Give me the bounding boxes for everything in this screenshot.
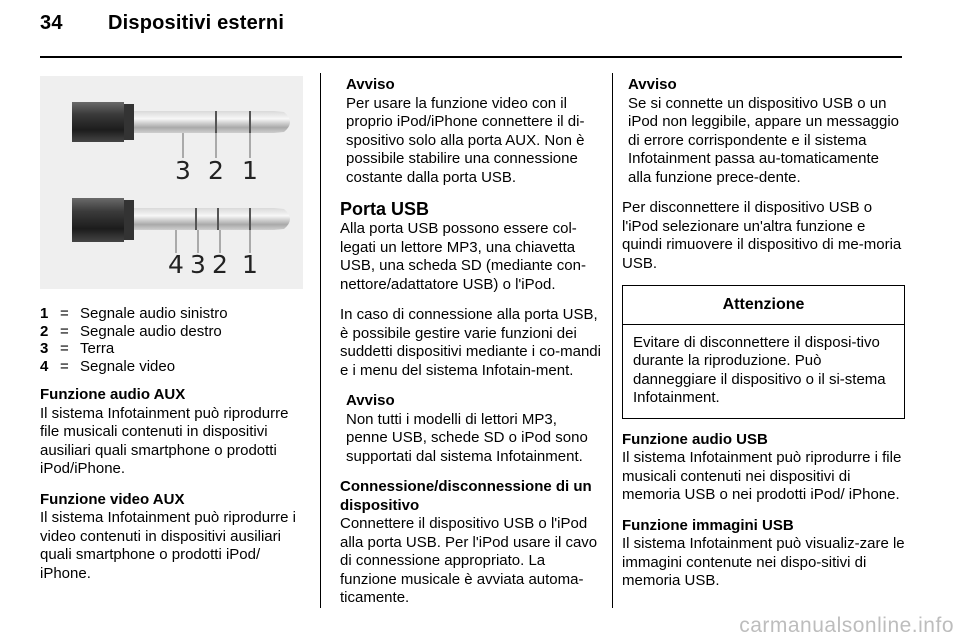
usb-port-heading: Porta USB [340, 199, 430, 219]
trrs-label-4: 4 [168, 250, 184, 279]
aux-video-text: Il sistema Infotainment può riprodurre i video contenuti in dispositivi ausiliari quali smartphone o prodotti iPod/ iPhone. [40, 509, 296, 582]
column-1 [40, 76, 306, 595]
page-title: Dispositivi esterni [108, 12, 285, 34]
note-text: Se si connette un dispositivo USB o un iPod non leggibile, appare un messaggio di errore corrispondente e il sistema Infotainment passa au-tomaticamente alla funzione prece-dente. [628, 94, 900, 186]
trs-label-1: 1 [242, 156, 258, 185]
connect-heading: Connessione/disconnessione di un dispositivo [340, 478, 592, 514]
aux-audio-heading: Funzione audio AUX [40, 386, 186, 403]
trrs-plug [72, 198, 290, 279]
note-text: Non tutti i modelli di lettori MP3, penne USB, schede SD o iPod sono supportati dal sistema Infotainment. [346, 410, 588, 465]
figure-legend [40, 305, 306, 375]
usb-intro-text: Alla porta USB possono essere col-legati un lettore MP3, una chiavetta USB, una scheda SD (mediante con-nettore/adattatore USB) o l'iPod. [340, 220, 586, 293]
header-rule [40, 56, 902, 58]
connect-text: Connettere il dispositivo USB o l'iPod alla porta USB. Per l'iPod usare il cavo di connessione appropriato. La funzione musicale è avviata automa-ticamente. [340, 515, 598, 606]
column-3 [622, 76, 905, 603]
legend-item: 2 = Segnale audio destro [40, 322, 222, 340]
disconnect-text: Per disconnettere il dispositivo USB o l'iPod selezionare un'altra funzione e quindi rimuovere il dispositivo di me-moria USB. [622, 199, 902, 272]
trrs-label-3: 3 [190, 250, 206, 279]
aux-video-heading: Funzione video AUX [40, 490, 185, 508]
watermark: carmanualsonline.info [739, 614, 954, 637]
aux-audio-text: Il sistema Infotainment può riprodurre file musicali contenuti in dispositivi ausiliari quali smartphone o prodotti iPod/iPhone. [40, 404, 289, 477]
legend-item: 4 = Segnale video [40, 357, 176, 375]
attention-title: Attenzione [623, 286, 904, 325]
usb-image-heading: Funzione immagini USB [622, 516, 794, 534]
note-title: Avviso [346, 76, 395, 93]
legend-item: 1 = Segnale audio sinistro [40, 305, 228, 322]
note-title: Avviso [346, 392, 395, 409]
usb-audio-heading: Funzione audio USB [622, 430, 768, 448]
trrs-label-2: 2 [212, 250, 228, 279]
trrs-label-1: 1 [242, 250, 258, 279]
attention-box [622, 285, 905, 419]
jack-plug-figure [40, 76, 303, 289]
note-text: Per usare la funzione video con il proprio iPod/iPhone connettere il di-spositivo solo alla porta AUX. Non è possibile stabilire una connessione costante dalla porta USB. [346, 94, 585, 186]
usb-functions-text: In caso di connessione alla porta USB, è possibile gestire varie funzioni dei suddetti dispositivi mediante i co-mandi e i menu del sistema Infotain-ment. [340, 306, 601, 379]
note-title: Avviso [628, 76, 677, 93]
page-header [40, 12, 284, 35]
usb-audio-text: Il sistema Infotainment può riprodurre i file musicali contenuti nei dispositivi di memoria USB o nei prodotti iPod/ iPhone. [622, 449, 902, 503]
column-divider-2 [612, 73, 613, 608]
attention-text: Evitare di disconnettere il disposi-tivo durante la riproduzione. Può danneggiare il dispositivo o il si-stema Infotainment. [633, 333, 886, 406]
jack-plug-illustration [40, 76, 303, 289]
trs-plug [72, 102, 290, 185]
trs-label-2: 2 [208, 156, 224, 185]
page-number: 34 [40, 12, 63, 34]
legend-item: 3 = Terra [40, 340, 115, 357]
column-divider-1 [320, 73, 321, 608]
trs-label-3: 3 [175, 156, 191, 185]
support-note [340, 392, 602, 466]
usb-image-text: Il sistema Infotainment può visualiz-zare le immagini contenute nei dispo-sitivi di memoria USB. [622, 535, 905, 589]
column-2 [340, 76, 602, 620]
video-note [340, 76, 602, 187]
error-note [622, 76, 905, 187]
